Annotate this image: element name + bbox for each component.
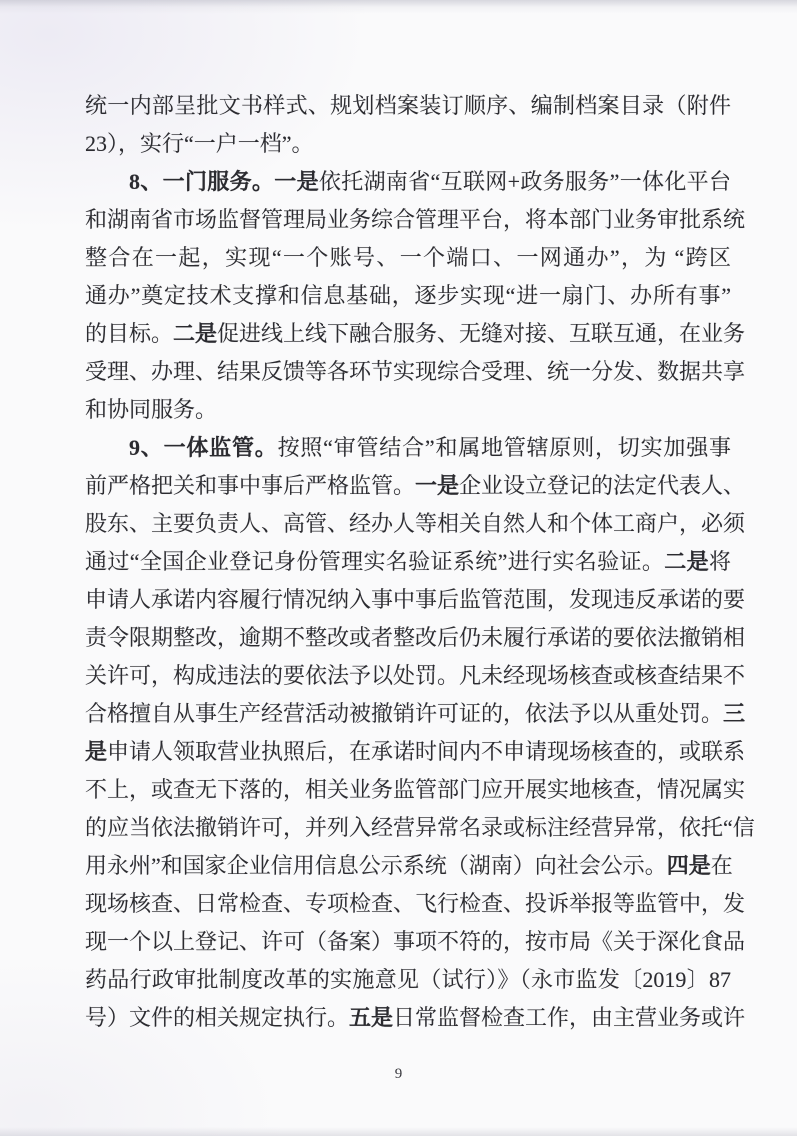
body-text: 的应当依法撤销许可，并列入经营异常名录或标注经营异常，依托“信 <box>85 815 755 840</box>
text-line <box>85 543 731 581</box>
emphasis-text: 8、一门服务。 <box>129 169 275 194</box>
text-line <box>85 809 755 847</box>
body-text: 责令限期整改，逾期不整改或者整改后仍未履行承诺的要依法撤销相 <box>85 625 746 650</box>
body-text: 的目标。 <box>85 321 174 346</box>
emphasis-text: 9、一体监管。 <box>129 435 278 460</box>
body-text: 现场核查、日常检查、专项检查、飞行检查、投诉举报等监管中，发 <box>85 891 746 916</box>
text-line <box>85 391 731 429</box>
text-line <box>85 695 746 733</box>
text-line <box>85 961 731 999</box>
emphasis-text: 是 <box>85 739 108 764</box>
emphasis-text: 四是 <box>666 853 711 878</box>
body-text: 受理、办理、结果反馈等各环节实现综合受理、统一分发、数据共享 <box>85 359 746 384</box>
text-line <box>85 733 746 771</box>
body-text: 不上，或查无下落的，相关业务监管部门应开展实地核查，情况属实 <box>85 777 746 802</box>
text-line <box>85 163 731 201</box>
body-text: 日常监督检查工作，由主营业务或许 <box>393 1005 746 1030</box>
body-text: 将 <box>708 549 731 574</box>
document-lines <box>85 87 755 1037</box>
text-line <box>85 315 746 353</box>
body-text: 现一个以上登记、许可（备案）事项不符的，按市局《关于深化食品 <box>85 929 746 954</box>
text-line <box>85 353 746 391</box>
body-text: 申请人承诺内容履行情况纳入事中事后监管范围，发现违反承诺的要 <box>85 587 746 612</box>
emphasis-text: 一是 <box>415 473 460 498</box>
body-text: 通办”奠定技术支撑和信息基础，逐步实现“进一扇门、办所有事” <box>85 283 731 308</box>
text-line <box>85 771 746 809</box>
emphasis-text: 五是 <box>349 1005 394 1030</box>
body-text: 企业设立登记的法定代表人、 <box>459 473 746 498</box>
body-text: 整合在一起，实现“一个账号、一个端口、一网通办”，为 “跨区 <box>85 245 731 270</box>
emphasis-text: 一是 <box>274 169 319 194</box>
body-text: 前严格把关和事中事后严格监管。 <box>85 473 416 498</box>
text-line <box>85 125 731 163</box>
text-line <box>85 505 746 543</box>
body-text: 和湖南省市场监督管理局业务综合管理平台，将本部门业务审批系统 <box>85 207 746 232</box>
text-line <box>85 885 746 923</box>
body-text: 关许可，构成违法的要依法予以处罚。凡未经现场核查或核查结果不 <box>85 663 746 688</box>
body-text: 统一内部呈批文书样式、规划档案装订顺序、编制档案目录（附件 <box>85 93 731 118</box>
text-line <box>85 619 746 657</box>
text-line <box>85 581 746 619</box>
text-line <box>85 429 731 467</box>
text-line <box>85 999 746 1037</box>
text-line <box>85 847 731 885</box>
emphasis-text: 二是 <box>173 321 218 346</box>
body-text: 股东、主要负责人、高管、经办人等相关自然人和个体工商户，必须 <box>85 511 746 536</box>
body-text: 号）文件的相关规定执行。 <box>85 1005 350 1030</box>
body-text: 按照“审管结合”和属地管辖原则，切实加强事 <box>277 435 731 460</box>
text-line <box>85 239 731 277</box>
emphasis-text: 二是 <box>664 549 709 574</box>
text-line <box>85 657 746 695</box>
page-number: 9 <box>394 1066 403 1082</box>
text-line <box>85 277 731 315</box>
body-text: 在 <box>710 853 733 878</box>
body-text: 促进线上线下融合服务、无缝对接、互联互通，在业务 <box>217 321 746 346</box>
body-text: 依托湖南省“互联网+政务服务”一体化平台 <box>318 169 731 194</box>
text-line <box>85 467 746 505</box>
body-text: 23），实行“一户一档”。 <box>85 131 314 156</box>
body-text: 通过“全国企业登记身份管理实名验证系统”进行实名验证。 <box>85 549 665 574</box>
body-text: 药品行政审批制度改革的实施意见（试行）》（永市监发〔2019〕87 <box>85 967 731 992</box>
text-line <box>85 201 746 239</box>
body-text: 合格擅自从事生产经营活动被撤销许可证的，依法予以从重处罚。 <box>85 701 724 726</box>
text-line <box>85 87 731 125</box>
emphasis-text: 三 <box>723 701 746 726</box>
body-text: 申请人领取营业执照后，在承诺时间内不申请现场核查的，或联系 <box>107 739 746 764</box>
body-text: 用永州”和国家企业信用信息公示系统（湖南）向社会公示。 <box>85 853 667 878</box>
body-text: 和协同服务。 <box>85 397 218 422</box>
text-line <box>85 923 746 961</box>
